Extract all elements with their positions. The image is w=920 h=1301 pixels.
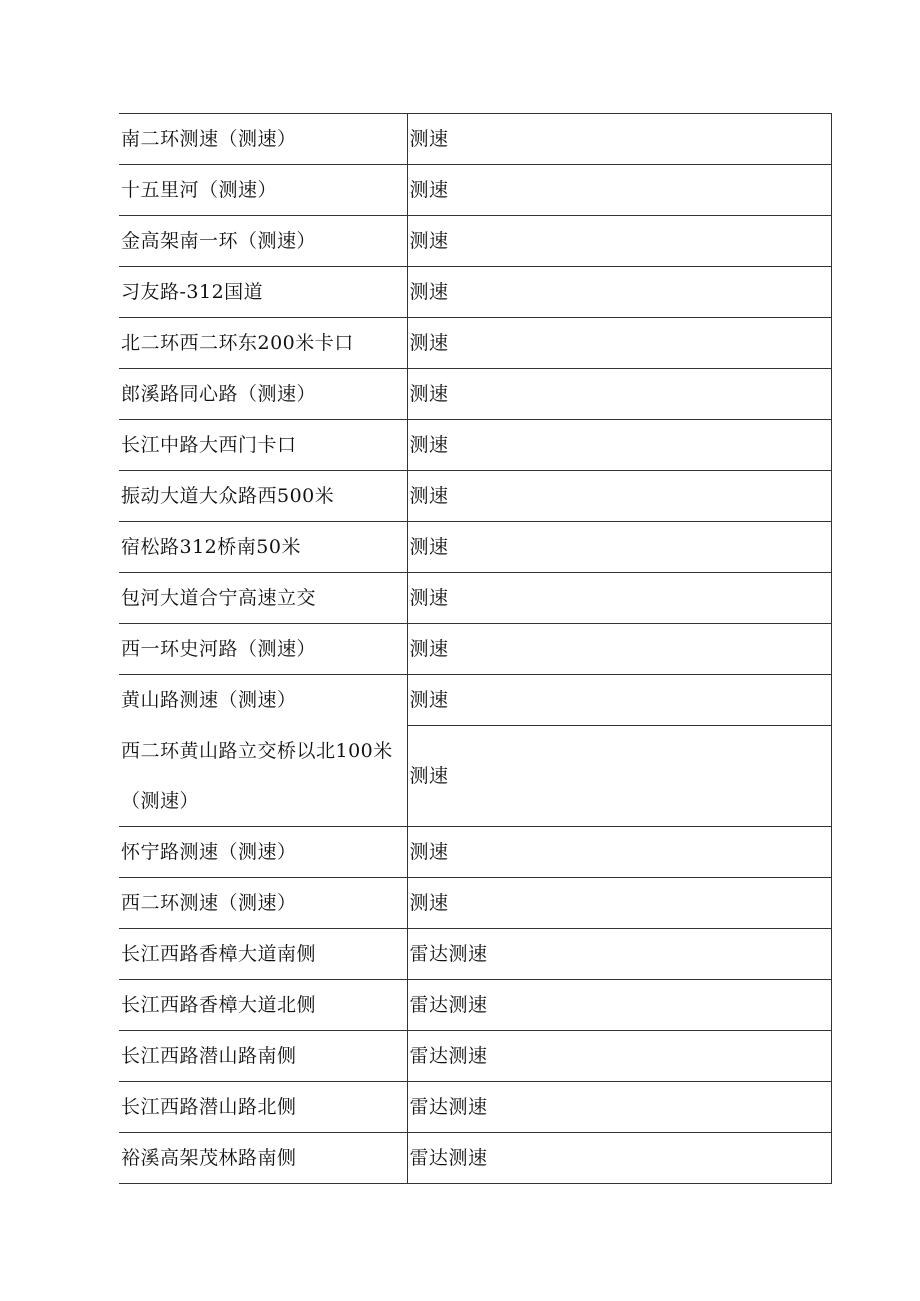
- speed-camera-table: [119, 113, 832, 1184]
- location-cell: 西二环黄山路立交桥以北100米（测速）: [119, 726, 407, 827]
- table-row: [119, 979, 831, 1030]
- table-row: [119, 114, 831, 165]
- table-row: [119, 420, 831, 471]
- table-row: [119, 726, 831, 827]
- type-cell: 测速: [407, 877, 831, 928]
- location-cell: 裕溪高架茂林路南侧: [119, 1132, 407, 1183]
- location-cell: 长江西路潜山路北侧: [119, 1081, 407, 1132]
- type-cell: 雷达测速: [407, 1132, 831, 1183]
- table-row: [119, 624, 831, 675]
- type-cell: 雷达测速: [407, 928, 831, 979]
- table-row: [119, 471, 831, 522]
- table-row: [119, 216, 831, 267]
- location-cell: 习友路-312国道: [119, 267, 407, 318]
- type-cell: 测速: [407, 573, 831, 624]
- table-row: [119, 267, 831, 318]
- location-cell: 西一环史河路（测速）: [119, 624, 407, 675]
- table-row: [119, 928, 831, 979]
- location-cell: 宿松路312桥南50米: [119, 522, 407, 573]
- location-cell: 北二环西二环东200米卡口: [119, 318, 407, 369]
- type-cell: 测速: [407, 114, 831, 165]
- location-cell: 长江中路大西门卡口: [119, 420, 407, 471]
- table-row: [119, 675, 831, 726]
- type-cell: 测速: [407, 826, 831, 877]
- table-row: [119, 369, 831, 420]
- table-row: [119, 877, 831, 928]
- location-cell: 十五里河（测速）: [119, 165, 407, 216]
- type-cell: 雷达测速: [407, 1030, 831, 1081]
- table-row: [119, 318, 831, 369]
- table-row: [119, 1030, 831, 1081]
- type-cell: 测速: [407, 216, 831, 267]
- table-row: [119, 1132, 831, 1183]
- type-cell: 测速: [407, 369, 831, 420]
- location-cell: 长江西路香樟大道北侧: [119, 979, 407, 1030]
- table-row: [119, 826, 831, 877]
- table-row: [119, 165, 831, 216]
- type-cell: 测速: [407, 267, 831, 318]
- location-cell: 包河大道合宁高速立交: [119, 573, 407, 624]
- table-row: [119, 1081, 831, 1132]
- type-cell: 测速: [407, 522, 831, 573]
- location-cell: 怀宁路测速（测速）: [119, 826, 407, 877]
- location-cell: 西二环测速（测速）: [119, 877, 407, 928]
- location-cell: 金高架南一环（测速）: [119, 216, 407, 267]
- type-cell: 测速: [407, 726, 831, 827]
- type-cell: 测速: [407, 318, 831, 369]
- table-row: [119, 522, 831, 573]
- type-cell: 测速: [407, 675, 831, 726]
- location-cell: 郎溪路同心路（测速）: [119, 369, 407, 420]
- table-row: [119, 573, 831, 624]
- location-cell: 长江西路潜山路南侧: [119, 1030, 407, 1081]
- type-cell: 测速: [407, 165, 831, 216]
- type-cell: 测速: [407, 624, 831, 675]
- location-cell: 长江西路香樟大道南侧: [119, 928, 407, 979]
- type-cell: 测速: [407, 471, 831, 522]
- type-cell: 雷达测速: [407, 1081, 831, 1132]
- location-cell: 黄山路测速（测速）: [119, 675, 407, 726]
- location-cell: 振动大道大众路西500米: [119, 471, 407, 522]
- type-cell: 测速: [407, 420, 831, 471]
- type-cell: 雷达测速: [407, 979, 831, 1030]
- location-cell: 南二环测速（测速）: [119, 114, 407, 165]
